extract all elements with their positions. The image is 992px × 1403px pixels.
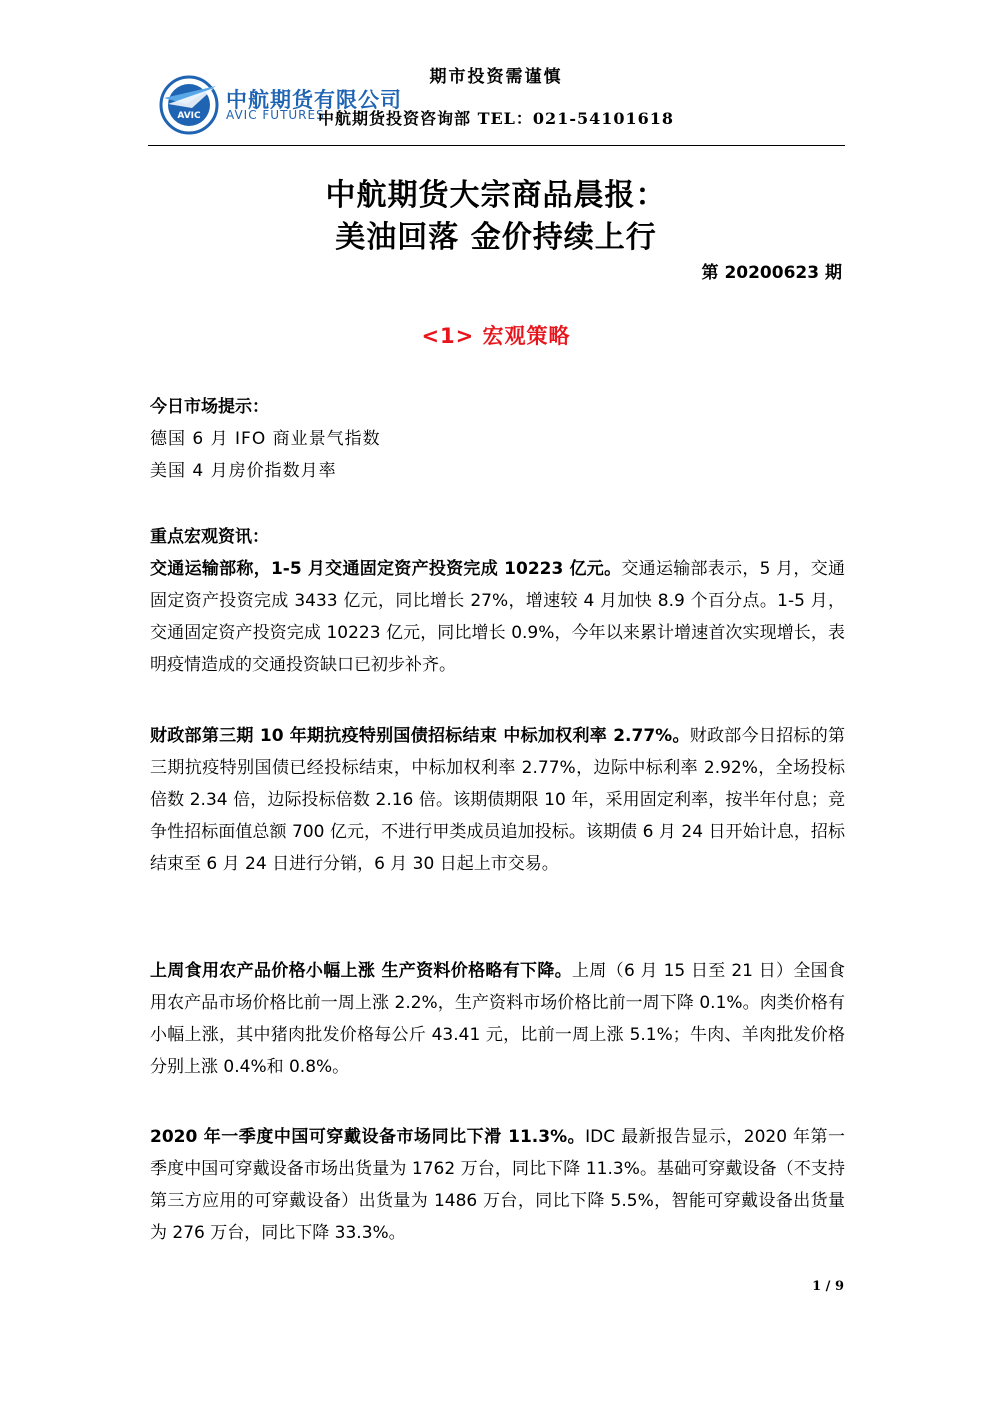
report-title: 中航期货大宗商品晨报：	[325, 178, 667, 213]
report-subtitle: 美油回落 金价持续上行	[335, 220, 657, 255]
news-lead: 2020 年一季度中国可穿戴设备市场同比下滑 11.3%。	[150, 1127, 586, 1147]
company-logo	[158, 74, 220, 136]
header-divider	[148, 145, 845, 146]
logo-text: AVIC	[177, 111, 201, 121]
header-department: 中航期货投资咨询部 TEL：021-54101618	[318, 109, 675, 128]
news-paragraph	[150, 955, 845, 1083]
company-name-en: AVIC FUTURES	[226, 108, 325, 122]
news-text: 财政部今日招标的第三期抗疫特别国债已经投标结束，中标加权利率 2.77%，边际中标利率 2.92%，全场投标倍数 2.34 倍，边际投标倍数 2.16 倍。该期债期限 10 年，采用固定利率，按半年付息；竞争性招标面值总额 700 亿元，不进行甲类成员追加投标。该期债 6 月 24 日开始计息，招标结束至 6 月 24 日进行分销，6 月 30 日起上市交易。	[150, 726, 845, 874]
header-notice: 期市投资需谨慎	[429, 67, 563, 87]
company-name-cn: 中航期货有限公司	[226, 88, 402, 112]
market-tip-item: 美国 4 月房价指数月率	[150, 461, 337, 481]
page-number: 1 / 9	[812, 1279, 844, 1294]
news-lead: 交通运输部称，1-5 月交通固定资产投资完成 10223 亿元。	[150, 559, 622, 579]
news-text: 上周（6 月 15 日至 21 日）全国食用农产品市场价格比前一周上涨 2.2%，生产资料市场价格比前一周下降 0.1%。肉类价格有小幅上涨，其中猪肉批发价格每公斤 43.41 元，比前一周上涨 5.1%；牛肉、羊肉批发价格分别上涨 0.4%和 0.8%。	[150, 961, 845, 1077]
news-text: IDC 最新报告显示，2020 年第一季度中国可穿戴设备市场出货量为 1762 万台，同比下降 11.3%。基础可穿戴设备（不支持第三方应用的可穿戴设备）出货量为 1486 万台，同比下降 5.5%，智能可穿戴设备出货量为 276 万台，同比下降 33.3%。	[150, 1127, 845, 1243]
macro-news-heading: 重点宏观资讯：	[150, 527, 269, 547]
news-paragraph	[150, 1121, 845, 1249]
section-heading: <1> 宏观策略	[421, 324, 571, 348]
news-paragraph	[150, 720, 845, 880]
market-tip-item: 德国 6 月 IFO 商业景气指数	[150, 429, 381, 449]
news-lead: 财政部第三期 10 年期抗疫特别国债招标结束 中标加权利率 2.77%。	[150, 726, 690, 746]
market-tips-heading: 今日市场提示：	[150, 397, 269, 417]
news-paragraph	[150, 553, 845, 681]
issue-number: 第 20200623 期	[701, 263, 842, 283]
news-lead: 上周食用农产品价格小幅上涨 生产资料价格略有下降。	[150, 961, 573, 981]
news-text: 交通运输部表示，5 月，交通固定资产投资完成 3433 亿元，同比增长 27%，增速较 4 月加快 8.9 个百分点。1-5 月，交通固定资产投资完成 10223 亿元，同比增长 0.9%，今年以来累计增速首次实现增长，表明疫情造成的交通投资缺口已初步补齐。	[150, 559, 845, 675]
